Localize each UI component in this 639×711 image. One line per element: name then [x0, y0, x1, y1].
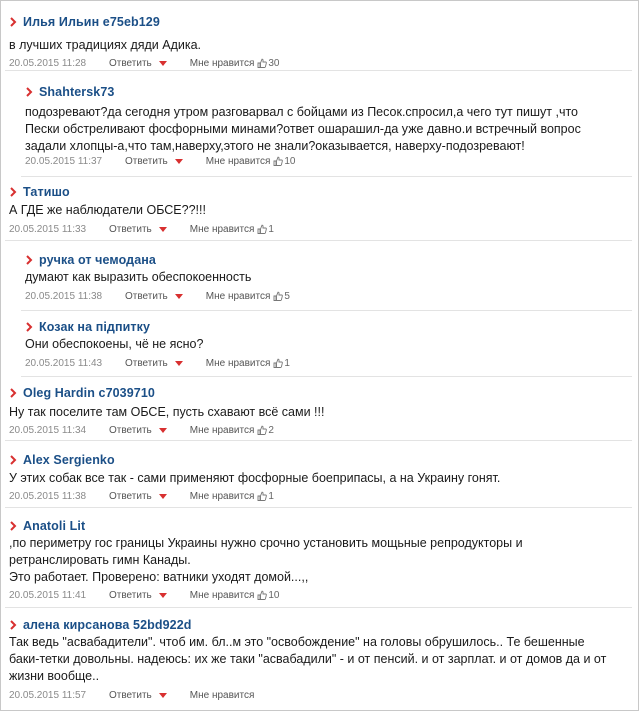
like-count: 30	[268, 57, 280, 69]
reply-button[interactable]: Ответить	[109, 490, 152, 502]
chevron-right-icon	[9, 453, 18, 467]
reply-button[interactable]: Ответить	[109, 589, 152, 601]
like-button[interactable]: Мне нравится	[189, 689, 255, 701]
comment	[5, 177, 632, 241]
thumbs-up-icon[interactable]	[257, 58, 267, 68]
chevron-right-icon	[9, 618, 18, 632]
like-count: 1	[268, 223, 274, 235]
comment-text: ,по периметру гос границы Украины нужно срочно установить мощьные репродукторы и ретранслировать гимн Канады. Это работает. Проверено: ватники уходят домой...,,	[9, 536, 523, 584]
comment-text: подозревают?да сегодня утром разговарвал с бойцами из Песок.спросил,а чего тут пишут ,что Пески обстреливают фосфорными минами?ответ ошарашил-да уже давно.и встречный вопрос задали хлопцы-а,что там,наверху,этого не знали?оказывается, наверху-подозревают!	[25, 105, 581, 153]
comment-author[interactable]: алена кирсанова 52bd922d	[23, 618, 192, 632]
comment-author[interactable]: Татишо	[23, 185, 70, 199]
like-count: 10	[268, 589, 280, 601]
comment-date: 20.05.2015 11:43	[25, 357, 103, 369]
comment-author[interactable]: Oleg Hardin c7039710	[23, 386, 155, 400]
caret-down-icon[interactable]	[159, 693, 167, 698]
caret-down-icon[interactable]	[175, 361, 183, 366]
comment-text: У этих собак все так - сами применяют фосфорные боеприпасы, а на Украину гонят.	[9, 471, 501, 485]
reply-button[interactable]: Ответить	[109, 223, 152, 235]
chevron-right-icon	[9, 185, 18, 199]
thumbs-up-icon[interactable]	[273, 358, 283, 368]
comment	[5, 511, 632, 608]
comment-author[interactable]: Козак на підпитку	[39, 320, 151, 334]
caret-down-icon[interactable]	[159, 494, 167, 499]
reply-button[interactable]: Ответить	[109, 689, 152, 701]
comment	[21, 77, 632, 177]
comment-text: думают как выразить обеспокоенность	[25, 270, 252, 284]
comment	[5, 445, 632, 508]
comment-text: в лучших традициях дяди Адика.	[9, 38, 202, 52]
comment-date: 20.05.2015 11:57	[9, 689, 87, 701]
reply-button[interactable]: Ответить	[125, 155, 168, 167]
reply-button[interactable]: Ответить	[125, 290, 168, 302]
caret-down-icon[interactable]	[159, 61, 167, 66]
comment-text: А ГДЕ же наблюдатели ОБСЕ??!!!	[9, 203, 206, 217]
caret-down-icon[interactable]	[159, 593, 167, 598]
like-button[interactable]: Мне нравится	[189, 589, 255, 601]
comment-date: 20.05.2015 11:37	[25, 155, 103, 167]
comment-author[interactable]: Илья Ильин e75eb129	[23, 15, 160, 29]
chevron-right-icon	[9, 519, 18, 533]
comment	[21, 312, 632, 377]
thumbs-up-icon[interactable]	[273, 291, 283, 301]
caret-down-icon[interactable]	[159, 428, 167, 433]
caret-down-icon[interactable]	[175, 159, 183, 164]
caret-down-icon[interactable]	[159, 227, 167, 232]
comment-date: 20.05.2015 11:33	[9, 223, 87, 235]
like-count: 10	[284, 155, 296, 167]
comment-date: 20.05.2015 11:34	[9, 424, 87, 436]
comment-author[interactable]: Shahtersk73	[39, 85, 115, 99]
like-button[interactable]: Мне нравится	[205, 357, 271, 369]
chevron-right-icon	[25, 85, 34, 99]
comment	[21, 245, 632, 311]
comment-author[interactable]: ручка от чемодана	[39, 253, 156, 267]
like-count: 2	[268, 424, 274, 436]
thumbs-up-icon[interactable]	[257, 590, 267, 600]
comment-text: Они обеспокоены, чё не ясно?	[25, 337, 204, 351]
like-button[interactable]: Мне нравится	[189, 490, 255, 502]
thumbs-up-icon[interactable]	[273, 156, 283, 166]
comment	[5, 378, 632, 441]
reply-button[interactable]: Ответить	[109, 424, 152, 436]
like-button[interactable]: Мне нравится	[189, 223, 255, 235]
like-count: 1	[268, 490, 274, 502]
thumbs-up-icon[interactable]	[257, 425, 267, 435]
like-count: 1	[284, 357, 290, 369]
comment-text: Ну так поселите там ОБСЕ, пусть схавают всё сами !!!	[9, 405, 325, 419]
comment-date: 20.05.2015 11:28	[9, 57, 87, 69]
reply-button[interactable]: Ответить	[125, 357, 168, 369]
chevron-right-icon	[25, 320, 34, 334]
thumbs-up-icon[interactable]	[257, 224, 267, 234]
comment-author[interactable]: Anatoli Lit	[23, 519, 86, 533]
chevron-right-icon	[25, 253, 34, 267]
comment	[5, 7, 632, 71]
comment-date: 20.05.2015 11:41	[9, 589, 87, 601]
comment-date: 20.05.2015 11:38	[25, 290, 103, 302]
reply-button[interactable]: Ответить	[109, 57, 152, 69]
comment-date: 20.05.2015 11:38	[9, 490, 87, 502]
like-count: 5	[284, 290, 290, 302]
thumbs-up-icon[interactable]	[257, 491, 267, 501]
comment-author[interactable]: Alex Sergienko	[23, 453, 115, 467]
like-button[interactable]: Мне нравится	[189, 424, 255, 436]
comment	[5, 610, 632, 706]
like-button[interactable]: Мне нравится	[205, 290, 271, 302]
chevron-right-icon	[9, 15, 18, 29]
like-button[interactable]: Мне нравится	[205, 155, 271, 167]
like-button[interactable]: Мне нравится	[189, 57, 255, 69]
comment-text: Так ведь "асвабадители". чтоб им. бл..м это "освобождение" на головы обрушилось.. Те бешенные баки-тетки довольны. надеюсь: их же таки "асвабадили" - и от пенсий. и от зарплат. и от домов да и от жизни вообще..	[9, 635, 607, 683]
chevron-right-icon	[9, 386, 18, 400]
caret-down-icon[interactable]	[175, 294, 183, 299]
